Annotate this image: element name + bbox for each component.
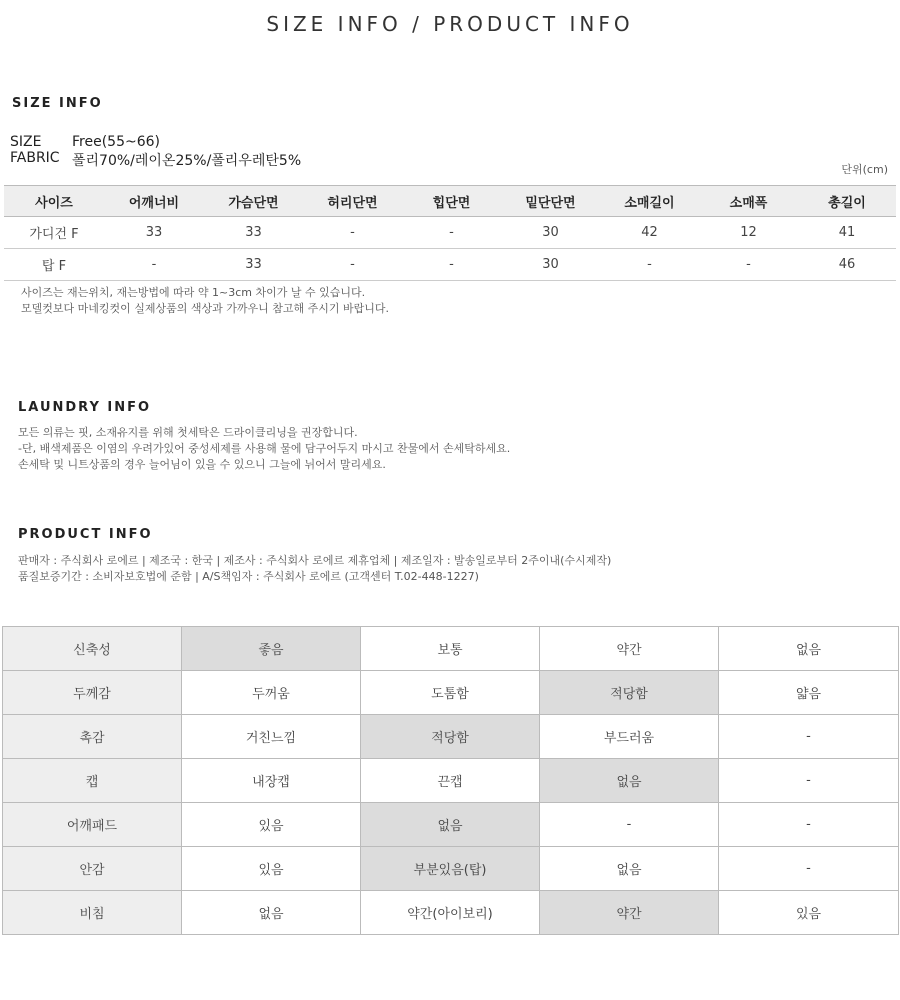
laundry-info-heading: LAUNDRY INFO (18, 400, 152, 415)
column-header: 소매길이 (600, 186, 699, 217)
table-cell: 30 (501, 249, 600, 281)
property-option: - (719, 715, 899, 759)
column-header: 허리단면 (303, 186, 402, 217)
column-header: 어깨너비 (104, 186, 204, 217)
property-label: 신축성 (3, 627, 182, 671)
property-row (3, 891, 899, 935)
table-cell: 33 (204, 249, 303, 281)
property-option: 없음 (182, 891, 361, 935)
property-option-selected: 부분있음(탑) (361, 847, 540, 891)
table-row (4, 217, 896, 249)
size-table-header (4, 186, 896, 217)
column-header: 밑단단면 (501, 186, 600, 217)
property-option: 있음 (182, 847, 361, 891)
size-label: SIZE (10, 134, 42, 150)
property-option-selected: 약간 (540, 891, 719, 935)
size-note-line: 사이즈는 재는위치, 재는방법에 따라 약 1~3cm 차이가 날 수 있습니다. (21, 286, 366, 299)
table-cell: - (600, 249, 699, 281)
property-option: - (719, 759, 899, 803)
table-cell: 41 (798, 217, 896, 249)
table-cell: 33 (104, 217, 204, 249)
property-option: 약간(아이보리) (361, 891, 540, 935)
laundry-note-line: 모든 의류는 핏, 소재유지를 위해 첫세탁은 드라이클리닝을 권장합니다. (18, 426, 358, 439)
table-row (4, 249, 896, 281)
property-label: 어깨패드 (3, 803, 182, 847)
property-option: 내장캡 (182, 759, 361, 803)
table-cell: 30 (501, 217, 600, 249)
property-label: 촉감 (3, 715, 182, 759)
property-label: 비침 (3, 891, 182, 935)
property-label: 안감 (3, 847, 182, 891)
property-label: 두께감 (3, 671, 182, 715)
column-header: 총길이 (798, 186, 896, 217)
property-option: 없음 (540, 847, 719, 891)
property-row (3, 715, 899, 759)
column-header: 사이즈 (4, 186, 104, 217)
property-row (3, 627, 899, 671)
property-option: 두꺼움 (182, 671, 361, 715)
table-cell: - (303, 249, 402, 281)
product-info-heading: PRODUCT INFO (18, 527, 153, 542)
property-option: 있음 (182, 803, 361, 847)
property-option: 있음 (719, 891, 899, 935)
table-cell: - (104, 249, 204, 281)
table-cell: - (402, 249, 501, 281)
size-table (4, 185, 896, 281)
property-option-selected: 적당함 (540, 671, 719, 715)
property-row (3, 671, 899, 715)
size-value: Free(55~66) (72, 134, 160, 150)
size-note-line: 모델컷보다 마네킹컷이 실제상품의 색상과 가까우니 참고해 주시기 바랍니다. (21, 302, 390, 315)
property-option-selected: 적당함 (361, 715, 540, 759)
fabric-label: FABRIC (10, 150, 60, 166)
page-title: SIZE INFO / PRODUCT INFO (266, 12, 634, 36)
product-notes (18, 553, 611, 585)
property-option: - (719, 803, 899, 847)
property-label: 캡 (3, 759, 182, 803)
table-cell: 46 (798, 249, 896, 281)
unit-note: 단위(cm) (841, 163, 888, 176)
property-row (3, 847, 899, 891)
property-option: 부드러움 (540, 715, 719, 759)
property-option-selected: 없음 (361, 803, 540, 847)
fabric-value: 폴리70%/레이온25%/폴리우레탄5% (72, 153, 302, 169)
laundry-note-line: -단, 배색제품은 이염의 우려가있어 중성세제를 사용해 물에 담구어두지 마시고 찬물에서 손세탁하세요. (18, 442, 511, 455)
property-option: 거친느낌 (182, 715, 361, 759)
property-row (3, 803, 899, 847)
property-option-selected: 좋음 (182, 627, 361, 671)
table-cell: - (699, 249, 798, 281)
property-option: 도톰함 (361, 671, 540, 715)
property-option: 끈캡 (361, 759, 540, 803)
property-option: 얇음 (719, 671, 899, 715)
table-cell: 42 (600, 217, 699, 249)
laundry-note-line: 손세탁 및 니트상품의 경우 늘어님이 있을 수 있으니 그늘에 뉘어서 말리세요. (18, 458, 386, 471)
property-option: 없음 (719, 627, 899, 671)
column-header: 소매폭 (699, 186, 798, 217)
table-cell: 12 (699, 217, 798, 249)
property-option: - (540, 803, 719, 847)
table-cell: 탑 F (4, 249, 104, 281)
property-option: - (719, 847, 899, 891)
property-option-selected: 없음 (540, 759, 719, 803)
property-option: 보통 (361, 627, 540, 671)
table-cell: 33 (204, 217, 303, 249)
table-cell: 가디건 F (4, 217, 104, 249)
laundry-notes (18, 425, 510, 473)
property-row (3, 759, 899, 803)
product-note-line: 품질보증기간 : 소비자보호법에 준함 | A/S책임자 : 주식회사 로에르 (고객센터 T.02-448-1227) (18, 570, 479, 583)
property-table (2, 626, 899, 935)
column-header: 힙단면 (402, 186, 501, 217)
column-header: 가슴단면 (204, 186, 303, 217)
size-info-heading: SIZE INFO (12, 96, 103, 111)
table-cell: - (303, 217, 402, 249)
size-notes (21, 285, 389, 317)
table-cell: - (402, 217, 501, 249)
product-note-line: 판매자 : 주식회사 로에르 | 제조국 : 한국 | 제조사 : 주식회사 로에르 제휴업체 | 제조일자 : 발송일로부터 2주이내(수시제작) (18, 554, 612, 567)
property-option: 약간 (540, 627, 719, 671)
